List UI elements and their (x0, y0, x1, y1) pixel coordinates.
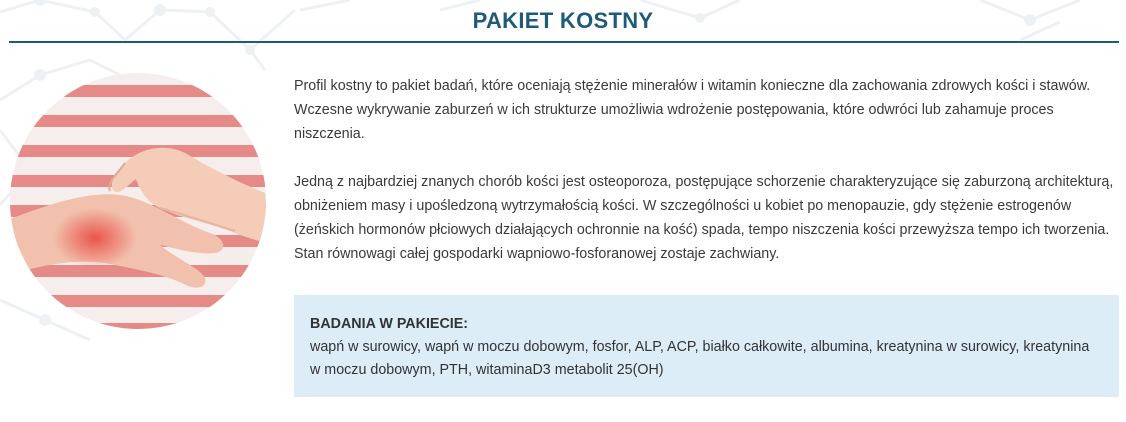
description-text (294, 74, 1114, 266)
package-tests-list: wapń w surowicy, wapń w moczu dobowym, fosfor, ALP, ACP, białko całkowite, albumina, kreatynina w surowicy, kreatynina w moczu dobowym, PTH, witaminaD3 metabolit 25(OH) (310, 339, 1090, 378)
wrist-pain-photo-icon (10, 73, 266, 329)
title-divider (9, 41, 1119, 43)
page-title: PAKIET KOSTNY (472, 8, 654, 33)
package-tests-box (294, 295, 1119, 397)
package-tests-heading: BADANIA W PAKIECIE: (310, 316, 469, 332)
intro-paragraph: Profil kostny to pakiet badań, które oceniają stężenie minerałów i witamin konieczne dla zachowania zdrowych kości i stawów. Wczesne wykrywanie zaburzeń w ich strukturze umożliwia wdrożenie postępowania, które odwróci lub zahamuje proces niszczenia. (294, 78, 1091, 142)
osteoporosis-paragraph: Jedną z najbardziej znanych chorób kości jest osteoporoza, postępujące schorzenie charakteryzujące się zaburzoną architekturą, obniżeniem masy i upośledzoną wytrzymałością kości. W szczególności u kobiet po menopauzie, gdy stężenie estrogenów (żeńskich hormonów płciowych działających ochronnie na kość) spada, tempo niszczenia kości przewyższa tempo ich tworzenia. Stan równowagi całej gospodarki wapniowo-fosforanowej zostaje zachwiany. (294, 174, 1114, 262)
